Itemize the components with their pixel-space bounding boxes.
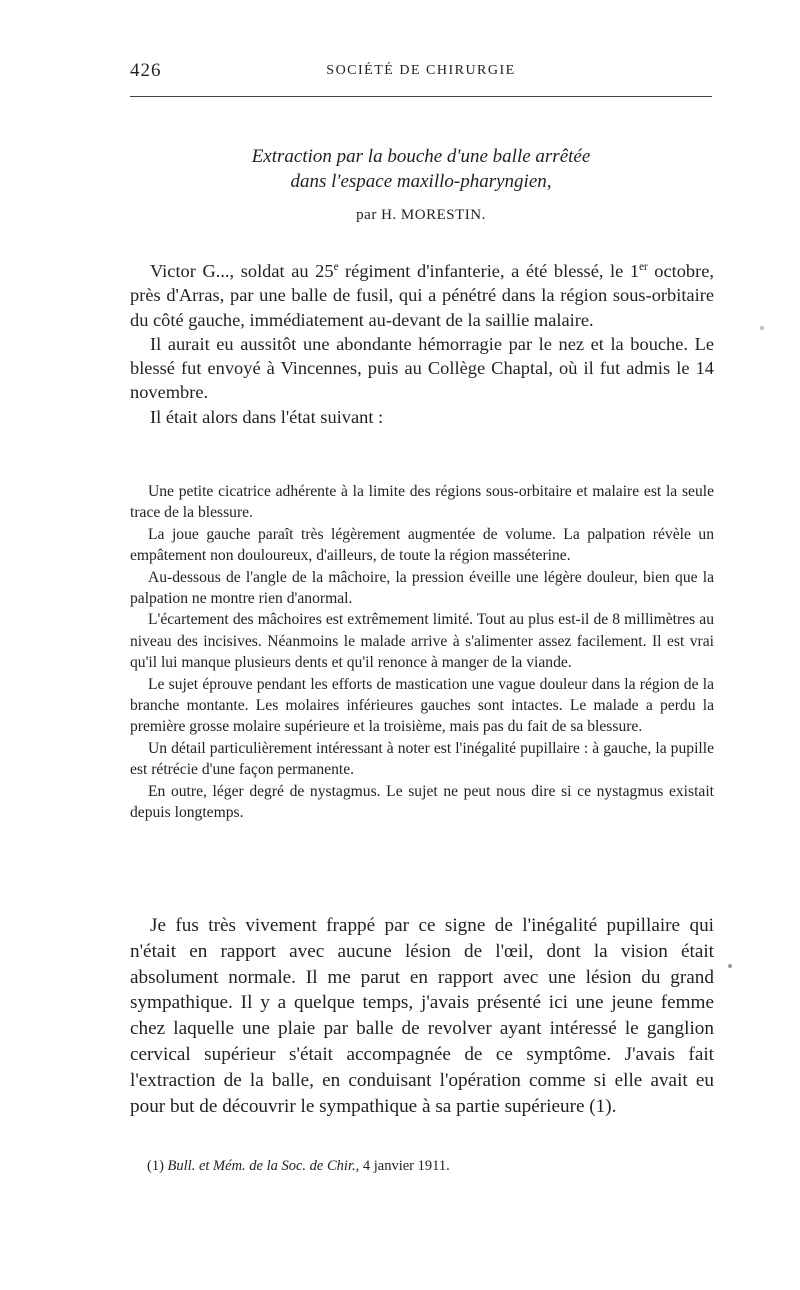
footnote-marker: (1) — [147, 1158, 164, 1174]
discussion-paragraph: Je fus très vivement frappé par ce signe de l'inégalité pupillaire qui n'était en rapport avec aucune lésion de l'œil, dont la vision était absolument normale. Il me parut en rapport avec une lésion du grand sympathique. Il y a quelque temps, j'avais présenté ici une jeune femme chez laquelle une plaie par balle de revolver ayant intéressé le ganglion cervical supérieur s'était accompagnée de ce symptôme. J'avais fait l'extraction de la balle, en conduisant l'opération comme si elle avait eu pour but de découvrir le sympathique à sa partie supérieure (1). — [130, 915, 714, 1117]
intro-section — [130, 259, 714, 429]
footnote-date: , 4 janvier 1911. — [355, 1158, 450, 1174]
page-number: 426 — [130, 60, 162, 81]
observation-paragraph: Une petite cicatrice adhérente à la limite des régions sous-orbitaire et malaire est la seule trace de la blessure. — [130, 483, 714, 522]
intro-paragraph-3: Il était alors dans l'état suivant : — [150, 406, 384, 427]
intro-paragraph-1 — [130, 259, 714, 332]
observation-paragraph: La joue gauche paraît très légèrement augmentée de volume. La palpation révèle un empâtement non douloureux, d'ailleurs, de toute la région masséterine. — [130, 525, 714, 565]
footnote — [130, 1158, 714, 1175]
header-rule — [130, 96, 712, 97]
superscript-er: er — [639, 260, 648, 273]
observation-paragraph: Un détail particulièrement intéressant à noter est l'inégalité pupillaire : à gauche, la pupille est rétrécie d'une façon permanente. — [130, 739, 714, 779]
title-line-2: dans l'espace maxillo-pharyngien, — [290, 171, 552, 192]
running-head: SOCIÉTÉ DE CHIRURGIE — [326, 63, 516, 78]
observation-paragraph: Au-dessous de l'angle de la mâchoire, la pression éveille une légère douleur, bien que la palpation ne montre rien d'anormal. — [130, 568, 714, 608]
page-header — [130, 58, 712, 86]
intro-p1-part-b: régiment d'infanterie, a été blessé, le 1 — [338, 261, 640, 281]
article-author: par H. MORESTIN. — [356, 207, 486, 223]
observation-paragraph: Le sujet éprouve pendant les efforts de mastication une vague douleur dans la région de la branche montante. Les molaires inférieures gauches sont intactes. Le malade a perdu la première grosse molaire supérieure et la troisième, mais pas du fait de sa blessure. — [130, 675, 714, 736]
paper-speck — [728, 964, 732, 968]
intro-paragraph-2: Il aurait eu aussitôt une abondante hémorragie par le nez et la bouche. Le blessé fut envoyé à Vincennes, puis au Collège Chaptal, où il fut admis le 14 novembre. — [130, 333, 714, 403]
observation-paragraph: L'écartement des mâchoires est extrêmement limité. Tout au plus est-il de 8 millimètres au niveau des incisives. Néanmoins le malade arrive à s'alimenter assez facilement. Il est vrai qu'il lui manque plusieurs dents et qu'il renonce à manger de la viande. — [130, 611, 714, 672]
article-title — [130, 144, 712, 194]
observation-paragraph: En outre, léger degré de nystagmus. Le sujet ne peut nous dire si ce nystagmus existait depuis longtemps. — [130, 782, 714, 822]
footnote-source: Bull. et Mém. de la Soc. de Chir. — [167, 1158, 356, 1174]
intro-p1-part-a: Victor G..., soldat au 25 — [150, 261, 334, 281]
intro-p1-part-c: octobre, près d'Arras, par une balle de fusil, qui a pénétré dans la région sous-orbitaire du côté gauche, immédiatement au-devant de la saillie malaire. — [130, 261, 714, 330]
superscript-e: e — [333, 260, 339, 273]
title-line-1: Extraction par la bouche d'une balle arrêtée — [251, 146, 591, 167]
discussion-section — [130, 913, 714, 1119]
observation-section — [130, 481, 714, 824]
paper-speck — [760, 326, 764, 330]
